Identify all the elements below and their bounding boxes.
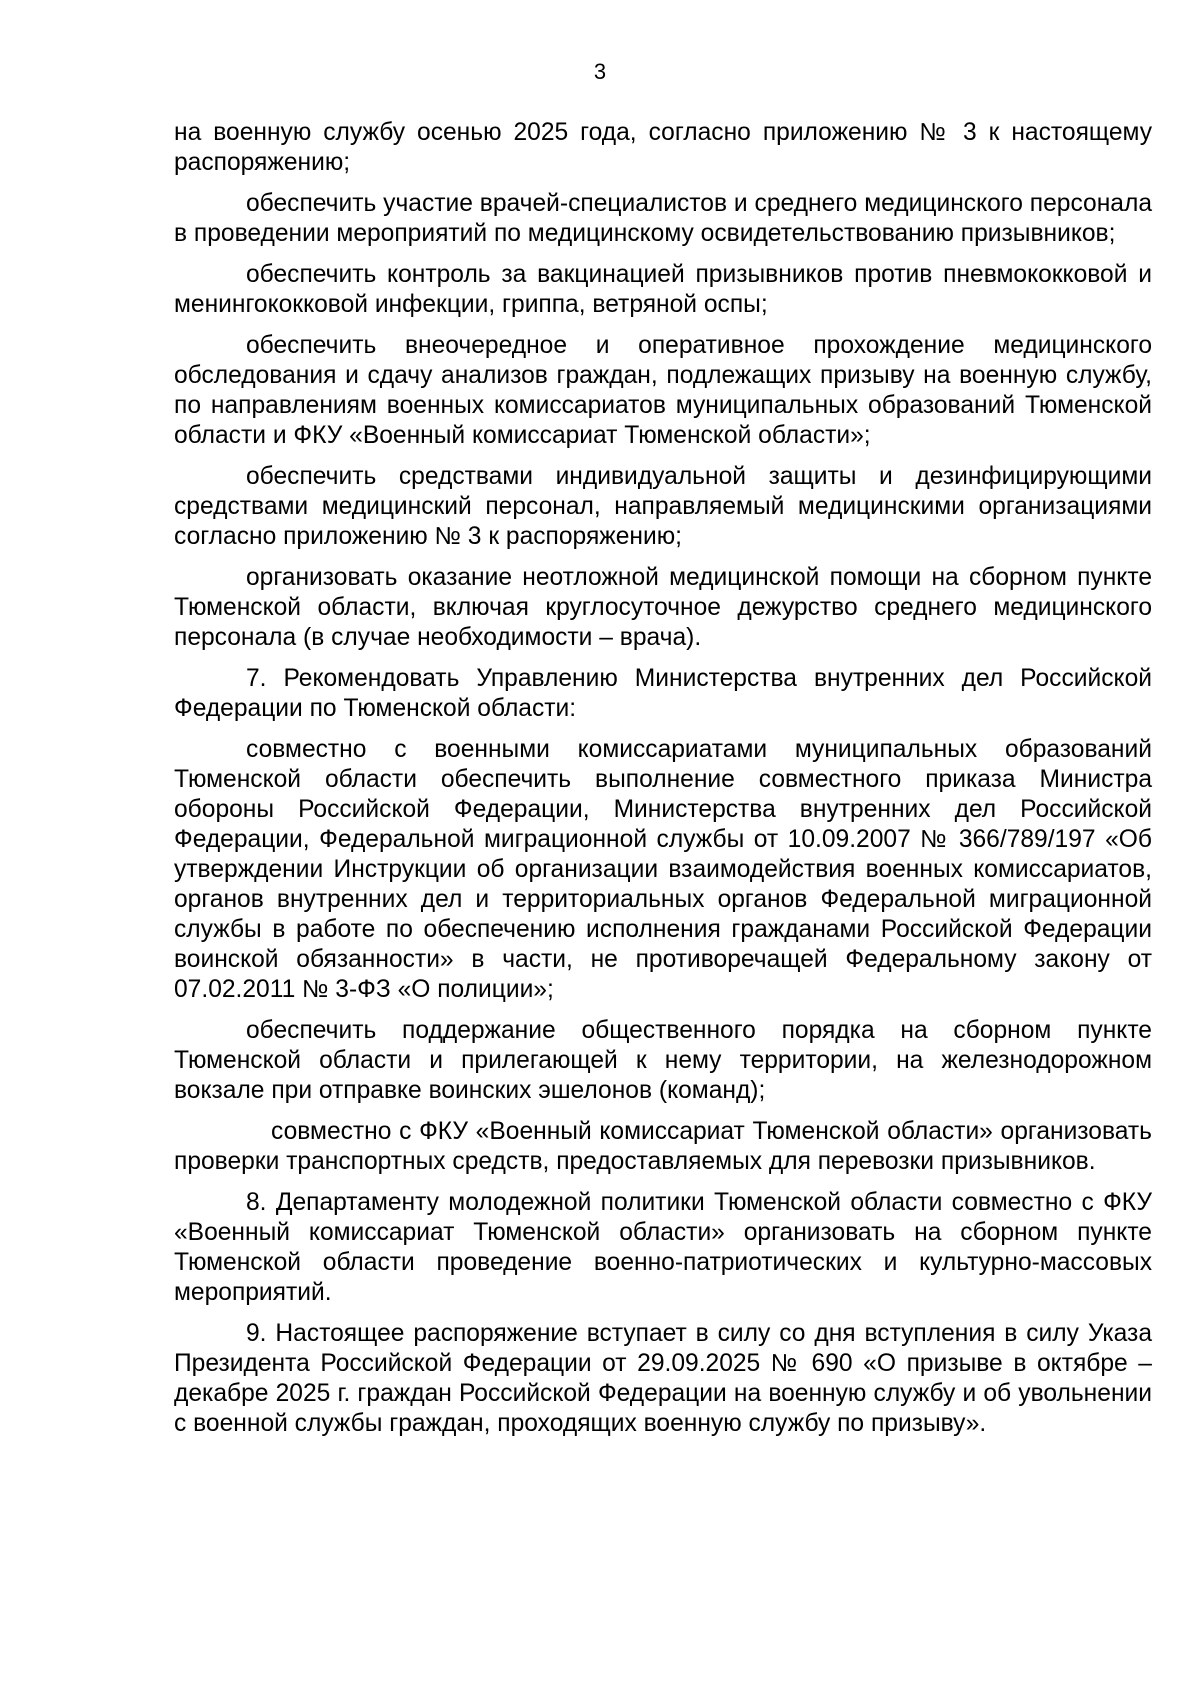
paragraph-vehicle-checks: совместно с ФКУ «Военный комиссариат Тюменской области» организовать проверки транспортных средств, предоставляемых для перевозки призывников. — [174, 1118, 1152, 1175]
paragraph-medical-staff: обеспечить участие врачей-специалистов и среднего медицинского персонала в проведении мероприятий по медицинскому освидетельствованию призывников; — [174, 190, 1152, 247]
page-number: 3 — [593, 59, 607, 84]
paragraph-public-order: обеспечить поддержание общественного порядка на сборном пункте Тюменской области и прилегающей к нему территории, на железнодорожном вокзале при отправке воинских эшелонов (команд); — [174, 1017, 1152, 1104]
document-body — [174, 118, 1152, 1450]
paragraph-vaccination-control: обеспечить контроль за вакцинацией призывников против пневмококковой и менингококковой инфекции, гриппа, ветряной оспы; — [174, 261, 1152, 318]
paragraph-medical-examination: обеспечить внеочередное и оперативное прохождение медицинского обследования и сдачу анализов граждан, подлежащих призыву на военную службу, по направлениям военных комиссариатов муниципальных образований Тюменской области и ФКУ «Военный комиссариат Тюменской области»; — [174, 332, 1152, 449]
paragraph-joint-order: совместно с военными комиссариатами муниципальных образований Тюменской области обеспечить выполнение совместного приказа Министра обороны Российской Федерации, Министерства внутренних дел Российской Федерации, Федеральной миграционной службы от 10.09.2007 № 366/789/197 «Об утверждении Инструкции об организации взаимодействия военных комиссариатов, органов внутренних дел и территориальных органов Федеральной миграционной службы в работе по обеспечению исполнения гражданами Российской Федерации воинской обязанности» в части, не противоречащей Федеральному закону от 07.02.2011 № 3-ФЗ «О полиции»; — [174, 736, 1152, 1003]
paragraph-item-7: 7. Рекомендовать Управлению Министерства внутренних дел Российской Федерации по Тюменской области: — [174, 665, 1152, 722]
paragraph-item-8: 8. Департаменту молодежной политики Тюменской области совместно с ФКУ «Военный комиссариат Тюменской области» организовать на сборном пункте Тюменской области проведение военно-патриотических и культурно-массовых мероприятий. — [174, 1189, 1152, 1306]
paragraph-item-9: 9. Настоящее распоряжение вступает в силу со дня вступления в силу Указа Президента Российской Федерации от 29.09.2025 № 690 «О призыве в октябре – декабре 2025 г. граждан Российской Федерации на военную службу и об увольнении с военной службы граждан, проходящих военную службу по призыву». — [174, 1320, 1152, 1437]
paragraph-emergency-care: организовать оказание неотложной медицинской помощи на сборном пункте Тюменской области, включая круглосуточное дежурство среднего медицинского персонала (в случае необходимости – врача). — [174, 564, 1152, 651]
paragraph-protective-equipment: обеспечить средствами индивидуальной защиты и дезинфицирующими средствами медицинский персонал, направляемый медицинскими организациями согласно приложению № 3 к распоряжению; — [174, 463, 1152, 550]
paragraph-continuation: на военную службу осенью 2025 года, согласно приложению № 3 к настоящему распоряжению; — [174, 119, 1152, 176]
